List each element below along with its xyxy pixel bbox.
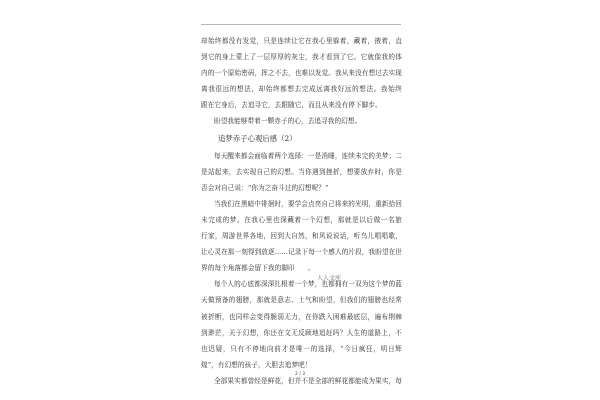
text-line: 到它的身上蒙上了一层厚厚的灰尘，我才看到了它。它就像我的体 (201, 53, 402, 62)
text-line: 天做预备的翅膀，那就是意志、士气和盼望，但我们的翅膀也经常 (201, 296, 402, 305)
text-line: 界的每个角落都会留下我的脚印 。 (201, 264, 315, 273)
section-heading: 追梦赤子心观后感（2） (218, 133, 297, 143)
text-line: 每个人的心底都深深扎根着一个梦，也都拥有一双为这个梦的蓝 (214, 280, 402, 289)
text-line: 行家，周游世界各地，回到大自然，和风说说话，听鸟儿唱唱歌， (201, 232, 402, 241)
text-line: 煌”，有幻想的孩子，大胆去追梦吧！ (201, 360, 312, 369)
page-number: 2 / 3 (294, 372, 306, 377)
text-line: 跟在它身后，去追寻它，去跟随它，而且从来没有停下脚步。 (201, 101, 382, 110)
text-line: 全部果实都曾经是鲜花，但并不是全部的鲜花都能成为果实，每 (214, 376, 402, 385)
text-line: 离我很远的想法，却始终都想去完成远离我好远的想法。我始终 (201, 85, 402, 94)
text-line: 内的一个原始密码，挥之不去，也难以发觉。我从来没有想过去实现 (201, 69, 402, 78)
watermark (308, 275, 350, 282)
text-line: 是站起来，去实现自己的幻想。当你遇到挫折，想要放弃时，你是 (201, 167, 402, 176)
watermark-line: 人人文库 (316, 275, 341, 282)
top-rule (201, 24, 401, 25)
text-line: 却始终都没有发觉，只是连续让它在我心里躲着，藏着，掖着，直 (201, 37, 402, 45)
text-line: 被折断，也同样会变得脆弱无力，在你跌入困难最底层，遍布荆棘 (201, 312, 402, 321)
text-line: 未完成的梦。在我心里也深藏着一个幻想，那就是以后做一名旅 (201, 215, 402, 224)
text-line: 盼望我能够带着一颗赤子的心，去追寻我的幻想。 (214, 117, 362, 126)
text-line: 否会对自己说：“你为之奋斗过的幻想呢？” (201, 183, 329, 192)
text-line: 也迟疑，只有不停地向前才是唯一的选择，“今日疯狂，明日辉 (201, 344, 402, 353)
body-text (201, 33, 402, 389)
text-line: 让心灵在那一刻得到放逐……记录下每一个感人的片段，我盼望在世 (201, 248, 402, 257)
text-line: 当我们在黑暗中徘徊时，要学会点亮自己将来的光明，重新拾回 (214, 199, 402, 208)
text-line: 每天醒来都会面临着两个选择：一是消睡，连续未完的美梦；二 (214, 151, 402, 160)
text-line: 到渺茫，关于幻想，你还在文无反顾地追赶吗？人生的道路上，不 (201, 328, 402, 337)
